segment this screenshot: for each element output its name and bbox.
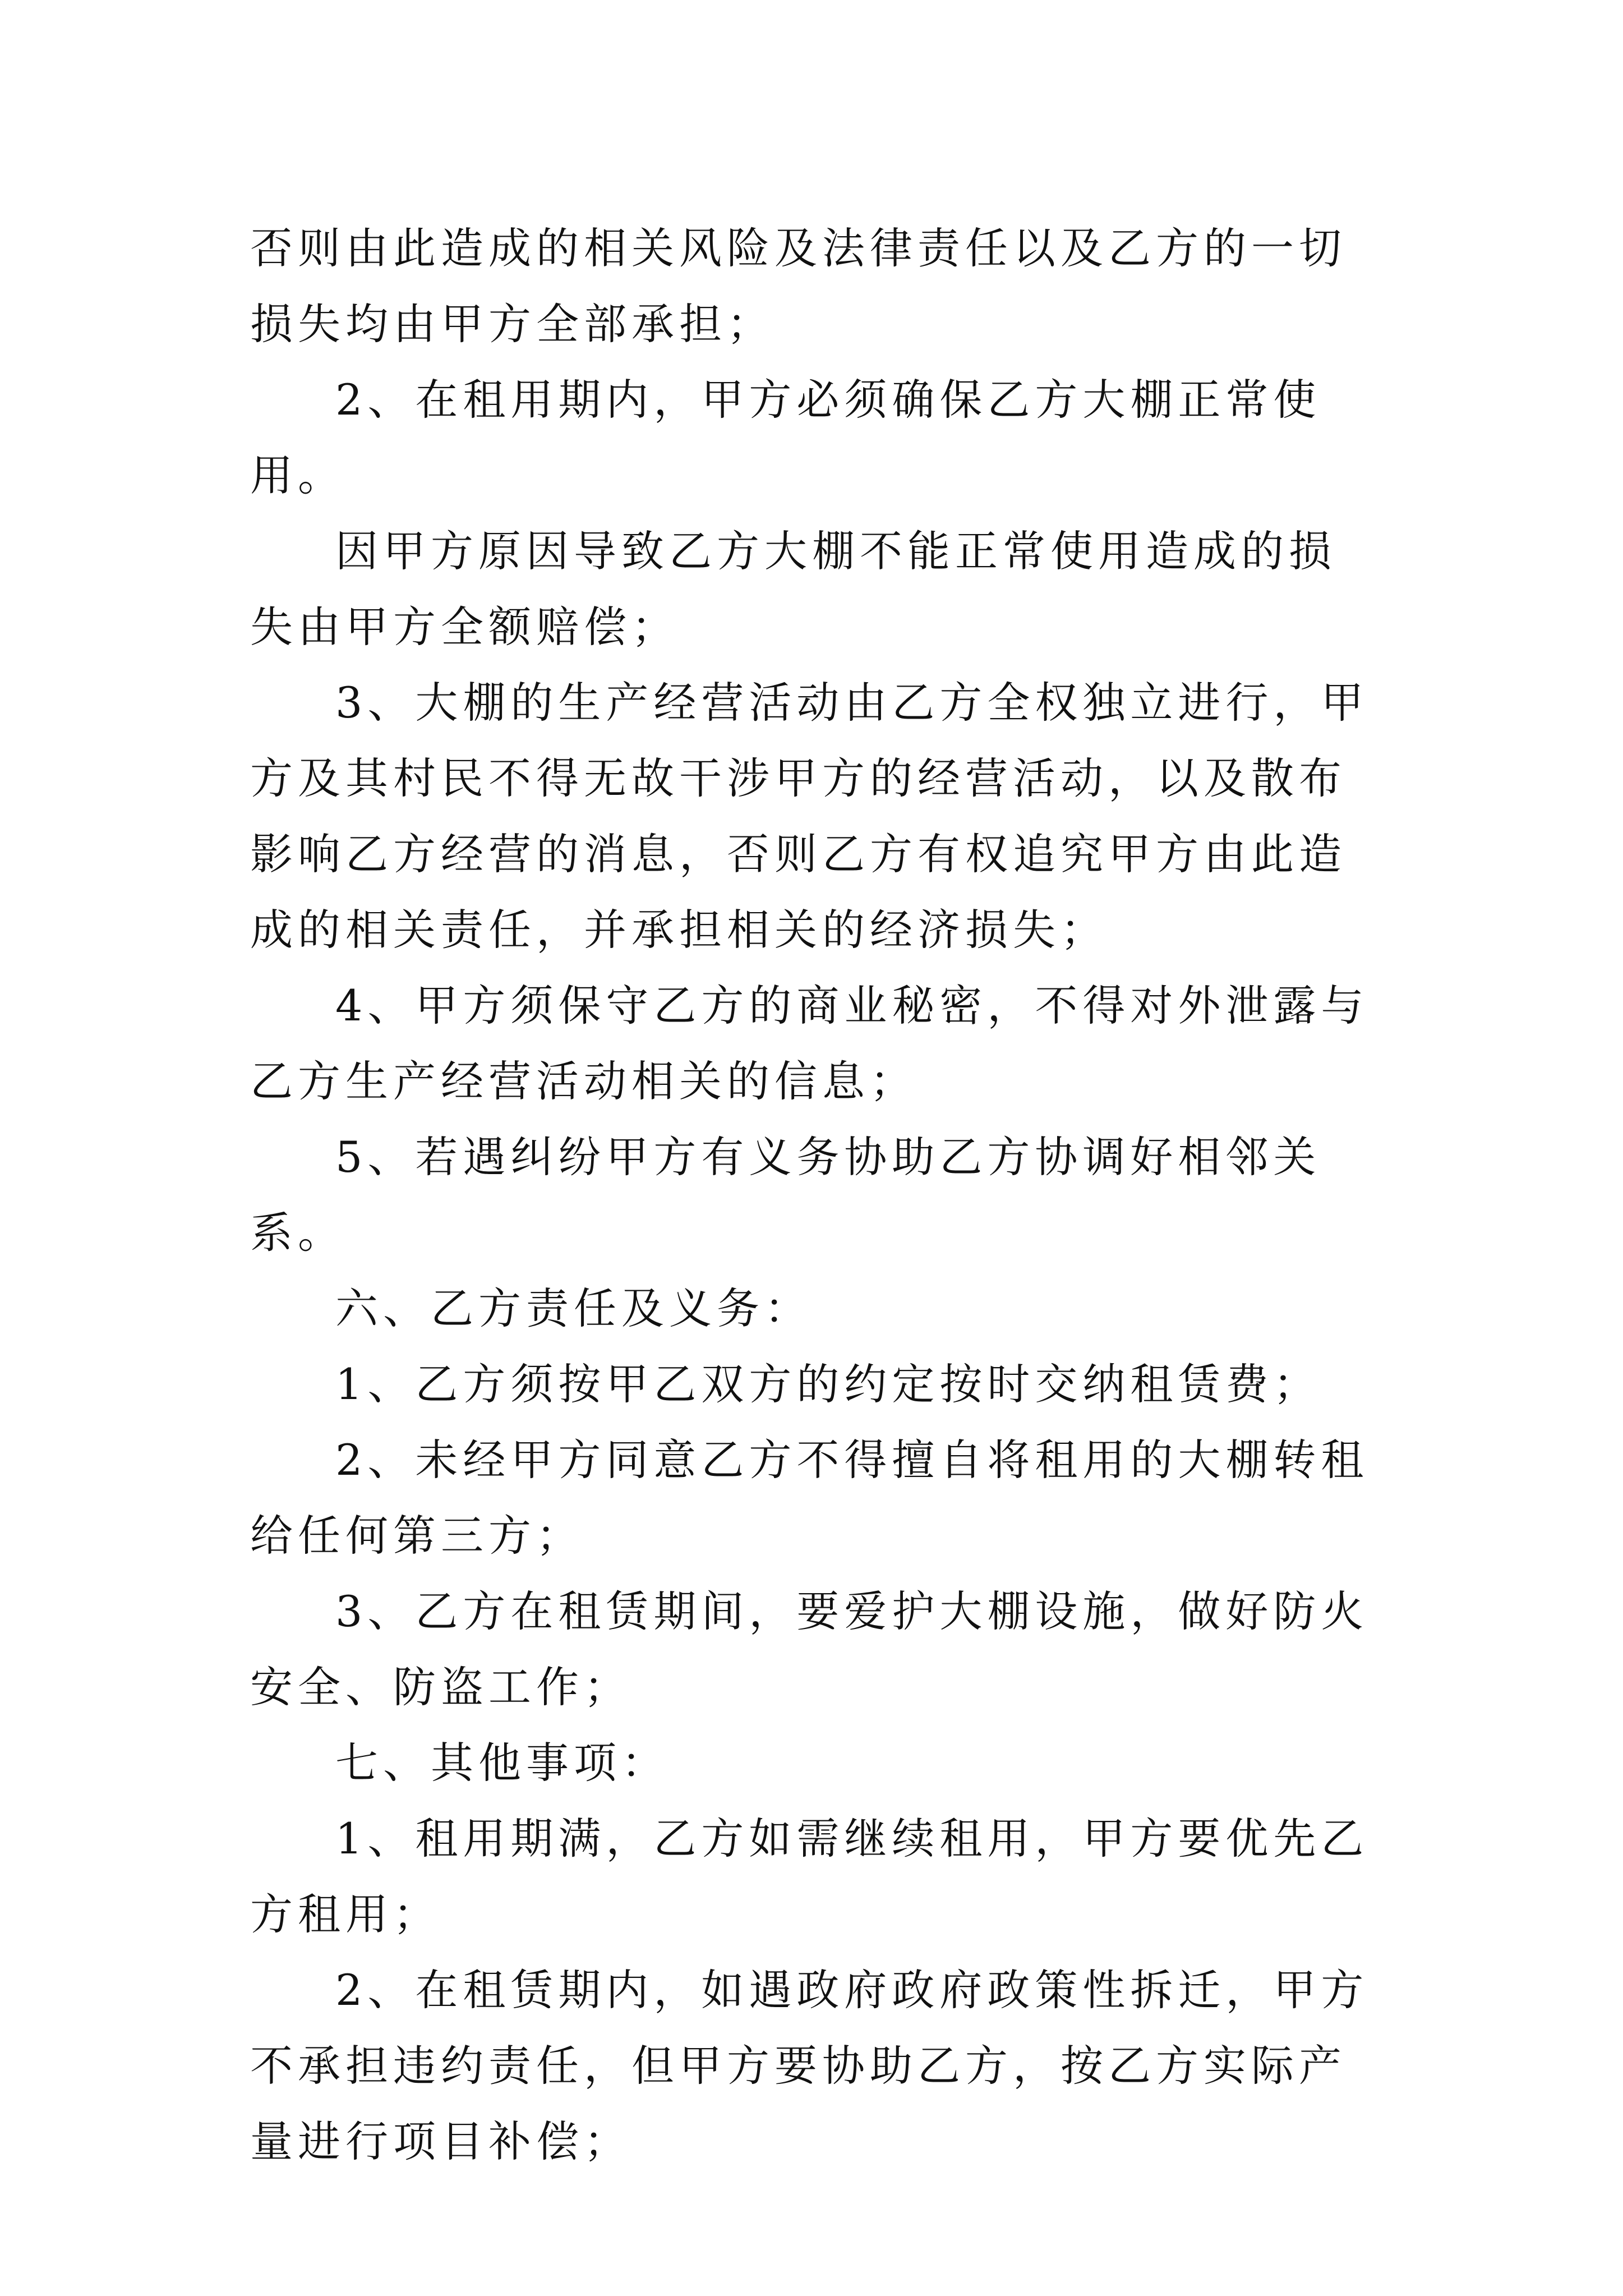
paragraph-13: 2、在租赁期内，如遇政府政府政策性拆迁，甲方不承担违约责任，但甲方要协助乙方，按乙方实际产量进行项目补偿； — [250, 1965, 1369, 2166]
paragraph-10: 3、乙方在租赁期间，要爱护大棚设施，做好防火安全、防盗工作； — [250, 1586, 1369, 1712]
paragraph-1: 否则由此造成的相关风险及法律责任以及乙方的一切损失均由甲方全部承担； — [250, 223, 1347, 349]
document-body — [250, 210, 1377, 2179]
paragraph-4: 3、大棚的生产经营活动由乙方全权独立进行，甲方及其村民不得无故干涉甲方的经营活动，以及散布影响乙方经营的消息，否则乙方有权追究甲方由此造成的相关责任，并承担相关的经济损失； — [250, 678, 1369, 955]
section-heading-7: 七、其他事项： — [335, 1738, 669, 1788]
paragraph-2: 2、在租用期内，甲方必须确保乙方大棚正常使用。 — [250, 375, 1321, 500]
paragraph-3: 因甲方原因导致乙方大棚不能正常使用造成的损失由甲方全额赔偿； — [250, 526, 1336, 652]
paragraph-12: 1、租用期满，乙方如需继续租用，甲方要优先乙方租用； — [250, 1814, 1369, 1939]
paragraph-5: 4、甲方须保守乙方的商业秘密，不得对外泄露与乙方生产经营活动相关的信息； — [250, 981, 1369, 1106]
paragraph-9: 2、未经甲方同意乙方不得擅自将租用的大棚转租给任何第三方； — [250, 1435, 1369, 1561]
paragraph-8: 1、乙方须按甲乙双方的约定按时交纳租赁费； — [335, 1359, 1321, 1409]
section-heading-6: 六、乙方责任及义务： — [335, 1283, 812, 1333]
paragraph-6: 5、若遇纠纷甲方有义务协助乙方协调好相邻关系。 — [250, 1132, 1321, 1258]
